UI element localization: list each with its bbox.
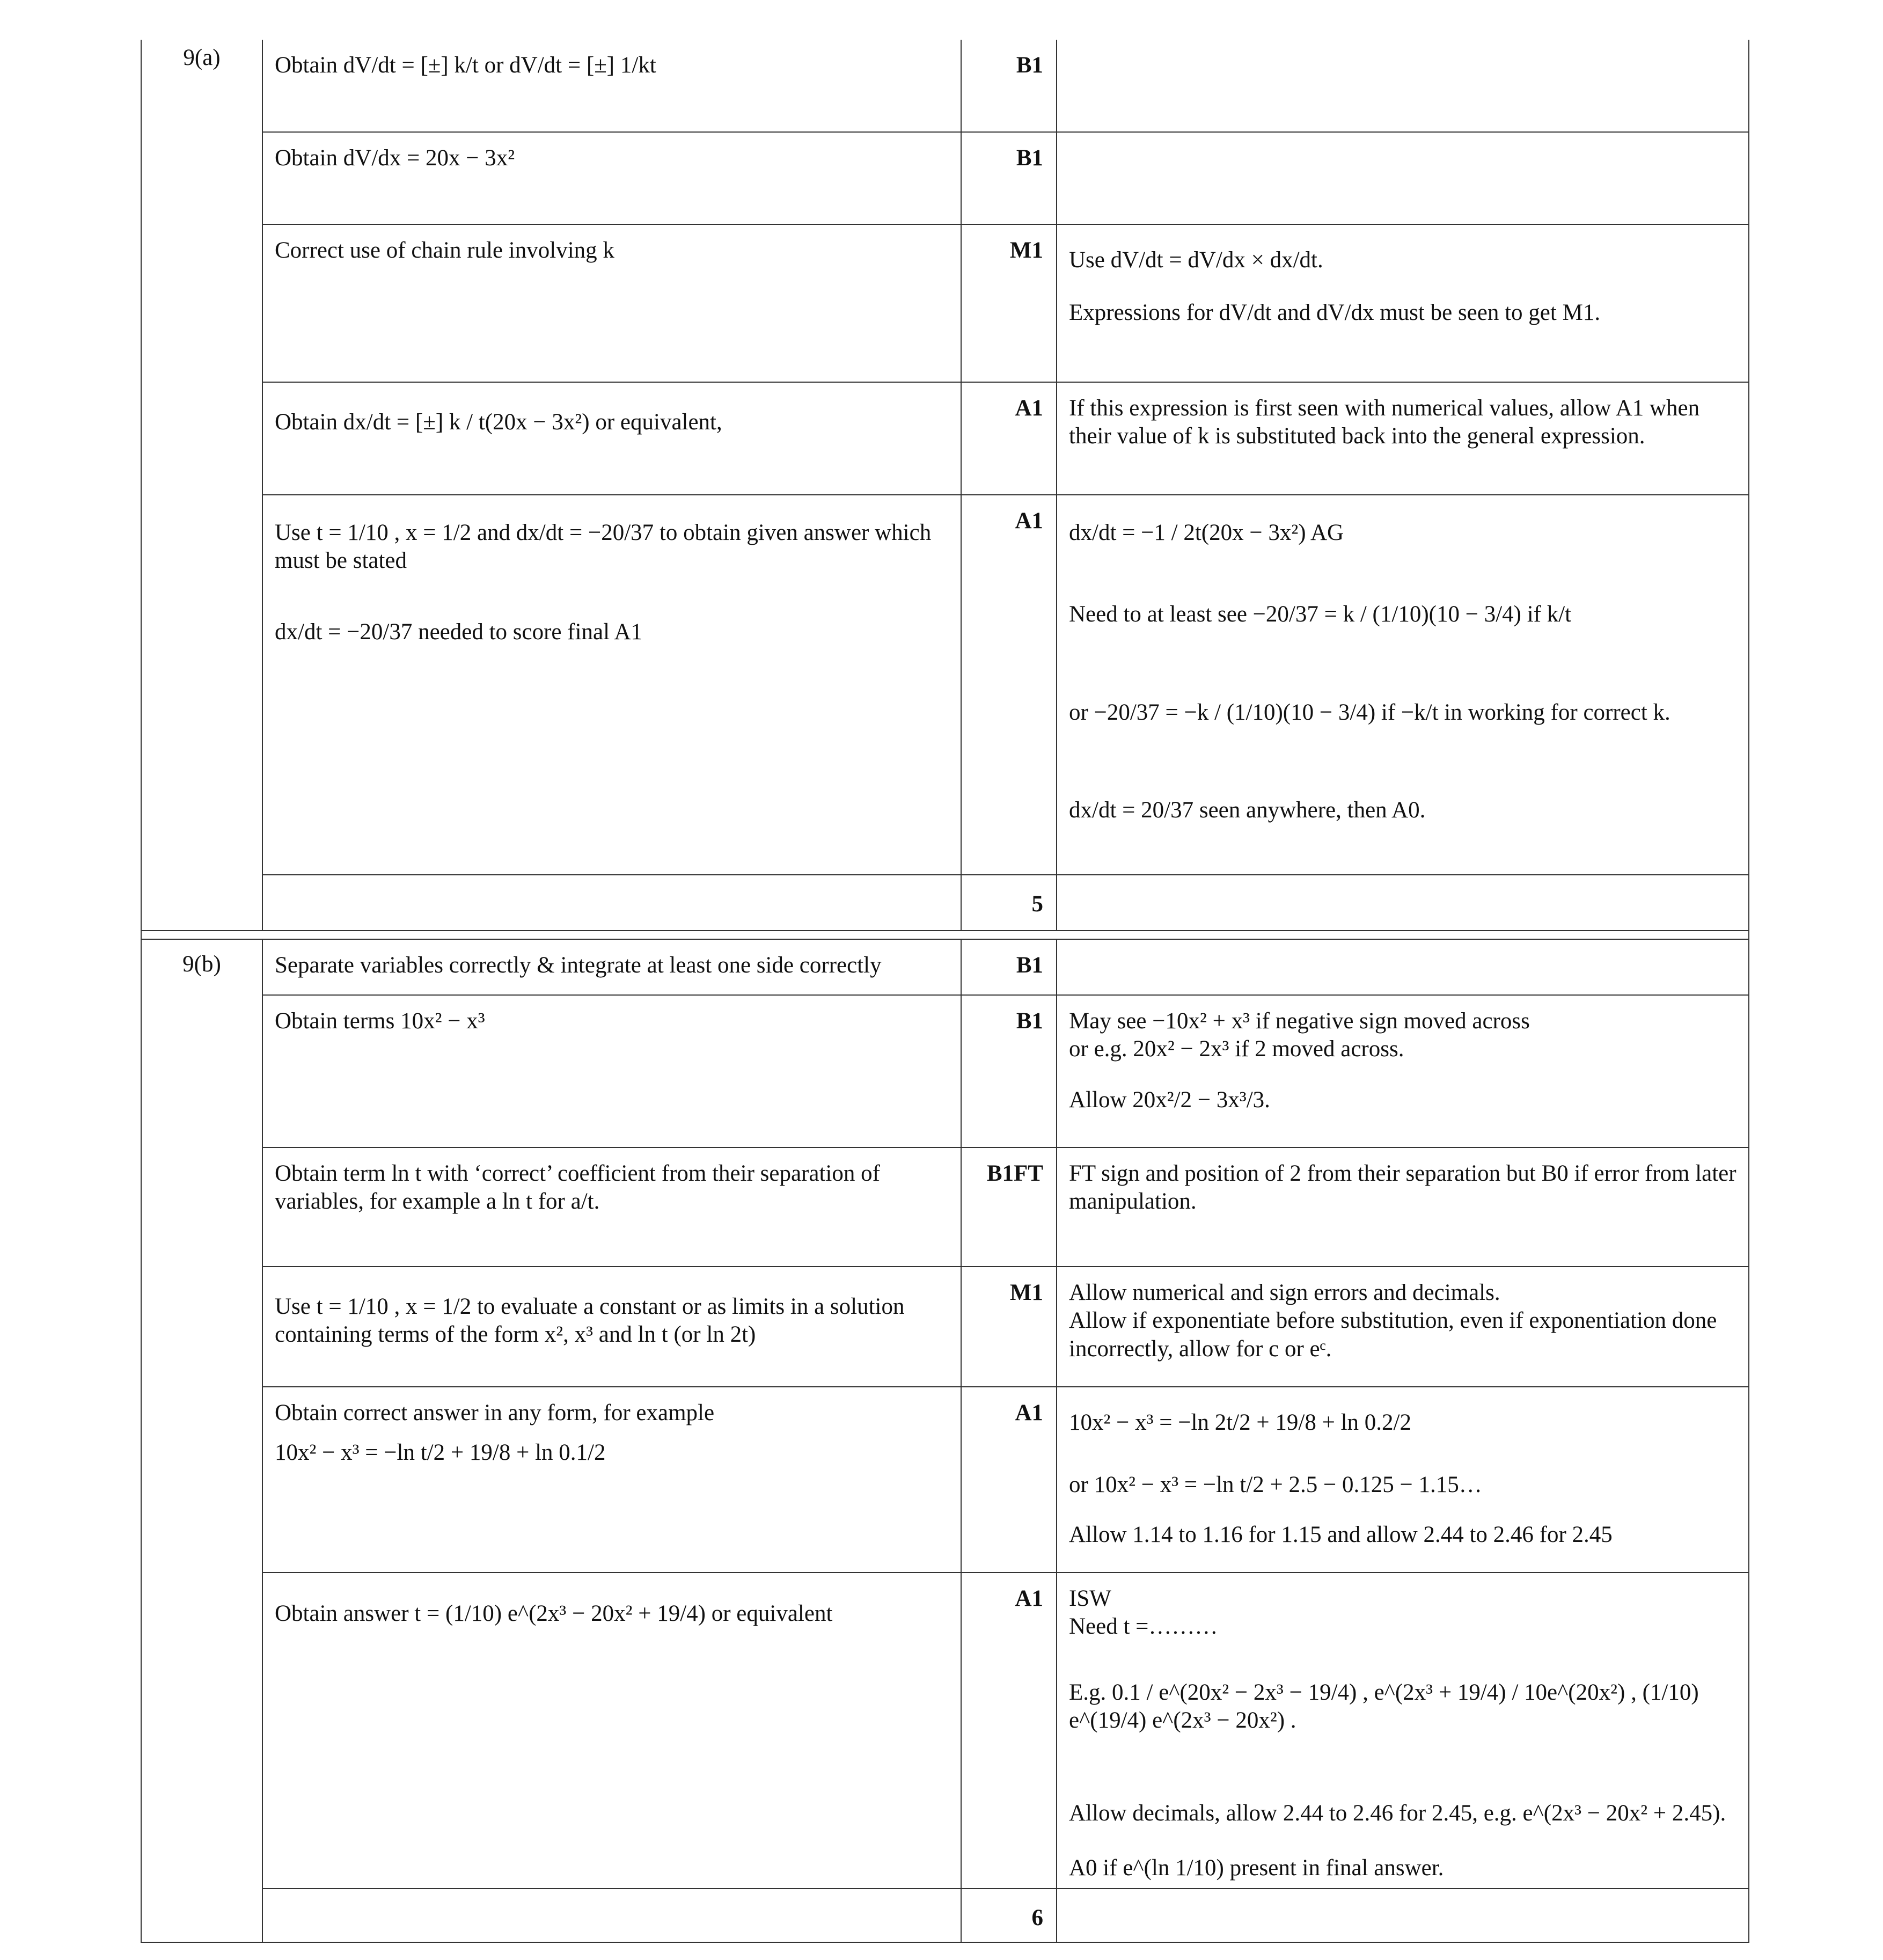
guidance-line: Expressions for dV/dt and dV/dx must be seen to get M1. xyxy=(1069,300,1601,326)
answer-cell xyxy=(262,1267,961,1387)
mark-cell: A1 xyxy=(961,495,1057,875)
guidance-line: dx/dt = −1 / 2t(20x − 3x²) AG xyxy=(1069,520,1344,545)
question-number: 9(b) xyxy=(141,939,262,1942)
guidance-line: Allow decimals, allow 2.44 to 2.46 for 2.45, e.g. e^(2x³ − 20x² + 2.45). xyxy=(1069,1800,1726,1826)
answer-text: Obtain term ln t with ‘correct’ coefficient from their separation of variables, for example a ln t for a/t. xyxy=(275,1161,880,1215)
answer-text: Correct use of chain rule involving k xyxy=(275,238,614,263)
answer-text: Use t = 1/10 , x = 1/2 to evaluate a constant or as limits in a solution containing terms of the form x², x³ and ln t (or ln 2t) xyxy=(275,1294,905,1348)
guidance-cell xyxy=(1057,875,1749,931)
answer-text: dx/dt = −20/37 needed to score final A1 xyxy=(275,619,642,645)
mark-cell: B1 xyxy=(961,40,1057,132)
mark-cell: A1 xyxy=(961,1573,1057,1889)
answer-text: Obtain dV/dt = [±] k/t or dV/dt = [±] 1/kt xyxy=(275,53,656,78)
guidance-cell xyxy=(1057,382,1749,495)
answer-text: Obtain dV/dx = 20x − 3x² xyxy=(275,145,515,171)
table-row xyxy=(141,1267,1749,1387)
answer-cell xyxy=(262,40,961,132)
guidance-cell xyxy=(1057,939,1749,995)
answer-text: 10x² − x³ = −ln t/2 + 19/8 + ln 0.1/2 xyxy=(275,1440,606,1466)
table-row xyxy=(141,1387,1749,1573)
guidance-cell xyxy=(1057,1267,1749,1387)
total-marks: 5 xyxy=(961,875,1057,931)
table-row xyxy=(141,995,1749,1147)
answer-text: Obtain terms 10x² − x³ xyxy=(275,1008,485,1034)
guidance-cell xyxy=(1057,1573,1749,1889)
guidance-cell xyxy=(1057,1889,1749,1942)
guidance-cell xyxy=(1057,995,1749,1147)
guidance-line: If this expression is first seen with numerical values, allow A1 when their value of k is substituted back into the general expression. xyxy=(1069,396,1700,449)
mark-cell: M1 xyxy=(961,224,1057,382)
answer-cell xyxy=(262,1573,961,1889)
table-row xyxy=(141,939,1749,995)
mark-cell: B1 xyxy=(961,995,1057,1147)
answer-cell xyxy=(262,995,961,1147)
question-number: 9(a) xyxy=(141,40,262,931)
guidance-cell xyxy=(1057,224,1749,382)
table-row xyxy=(141,1573,1749,1889)
guidance-line: Allow if exponentiate before substitution, even if exponentiation done incorrectly, allow for c or eᶜ. xyxy=(1069,1308,1717,1362)
guidance-line: E.g. 0.1 / e^(20x² − 2x³ − 19/4) , e^(2x³ + 19/4) / 10e^(20x²) , (1/10) e^(19/4) e^(2x³ − 20x²) . xyxy=(1069,1679,1699,1734)
guidance-line: A0 if e^(ln 1/10) present in final answer. xyxy=(1069,1855,1444,1881)
answer-cell xyxy=(262,132,961,224)
table-row xyxy=(141,382,1749,495)
guidance-cell xyxy=(1057,495,1749,875)
table-row xyxy=(141,495,1749,875)
answer-text: Separate variables correctly & integrate at least one side correctly xyxy=(275,953,882,978)
guidance-cell xyxy=(1057,132,1749,224)
mark-cell: M1 xyxy=(961,1267,1057,1387)
guidance-line: 10x² − x³ = −ln 2t/2 + 19/8 + ln 0.2/2 xyxy=(1069,1410,1411,1435)
mark-scheme-table xyxy=(141,40,1749,1943)
answer-text: Obtain answer t = (1/10) e^(2x³ − 20x² + 19/4) or equivalent xyxy=(275,1601,833,1626)
table-row xyxy=(141,40,1749,132)
guidance-line: Allow 1.14 to 1.16 for 1.15 and allow 2.44 to 2.46 for 2.45 xyxy=(1069,1522,1613,1547)
answer-cell xyxy=(262,224,961,382)
guidance-line: or −20/37 = −k / (1/10)(10 − 3/4) if −k/t in working for correct k. xyxy=(1069,699,1670,725)
answer-cell xyxy=(262,1387,961,1573)
answer-cell xyxy=(262,875,961,931)
answer-text: Obtain dx/dt = [±] k / t(20x − 3x²) or equivalent, xyxy=(275,409,722,435)
total-marks: 6 xyxy=(961,1889,1057,1942)
mark-cell: A1 xyxy=(961,1387,1057,1573)
answer-cell xyxy=(262,1147,961,1267)
guidance-line: Allow 20x²/2 − 3x³/3. xyxy=(1069,1087,1270,1113)
mark-cell: A1 xyxy=(961,382,1057,495)
table-row xyxy=(141,875,1749,931)
answer-text: Use t = 1/10 , x = 1/2 and dx/dt = −20/37 to obtain given answer which must be stated xyxy=(275,520,932,574)
guidance-line: or 10x² − x³ = −ln t/2 + 2.5 − 0.125 − 1.15… xyxy=(1069,1472,1482,1498)
guidance-line: dx/dt = 20/37 seen anywhere, then A0. xyxy=(1069,798,1426,823)
guidance-line: Need t =……… xyxy=(1069,1614,1218,1640)
guidance-cell xyxy=(1057,40,1749,132)
guidance-line: Need to at least see −20/37 = k / (1/10)(10 − 3/4) if k/t xyxy=(1069,602,1572,627)
guidance-cell xyxy=(1057,1387,1749,1573)
table-row xyxy=(141,224,1749,382)
answer-cell xyxy=(262,495,961,875)
table-row xyxy=(141,132,1749,224)
answer-cell xyxy=(262,382,961,495)
guidance-line: ISW xyxy=(1069,1586,1111,1611)
divider xyxy=(141,931,1749,939)
guidance-line: FT sign and position of 2 from their separation but B0 if error from later manipulation. xyxy=(1069,1161,1737,1215)
answer-cell xyxy=(262,1889,961,1942)
answer-text: Obtain correct answer in any form, for example xyxy=(275,1400,715,1425)
guidance-line: Use dV/dt = dV/dx × dx/dt. xyxy=(1069,247,1323,273)
guidance-cell xyxy=(1057,1147,1749,1267)
guidance-line: Allow numerical and sign errors and decimals. xyxy=(1069,1280,1500,1305)
guidance-line: or e.g. 20x² − 2x³ if 2 moved across. xyxy=(1069,1036,1404,1062)
mark-cell: B1FT xyxy=(961,1147,1057,1267)
guidance-line: May see −10x² + x³ if negative sign moved across xyxy=(1069,1008,1530,1034)
mark-cell: B1 xyxy=(961,939,1057,995)
mark-cell: B1 xyxy=(961,132,1057,224)
section-divider xyxy=(141,931,1749,939)
table-row xyxy=(141,1889,1749,1942)
answer-cell xyxy=(262,939,961,995)
table-row xyxy=(141,1147,1749,1267)
